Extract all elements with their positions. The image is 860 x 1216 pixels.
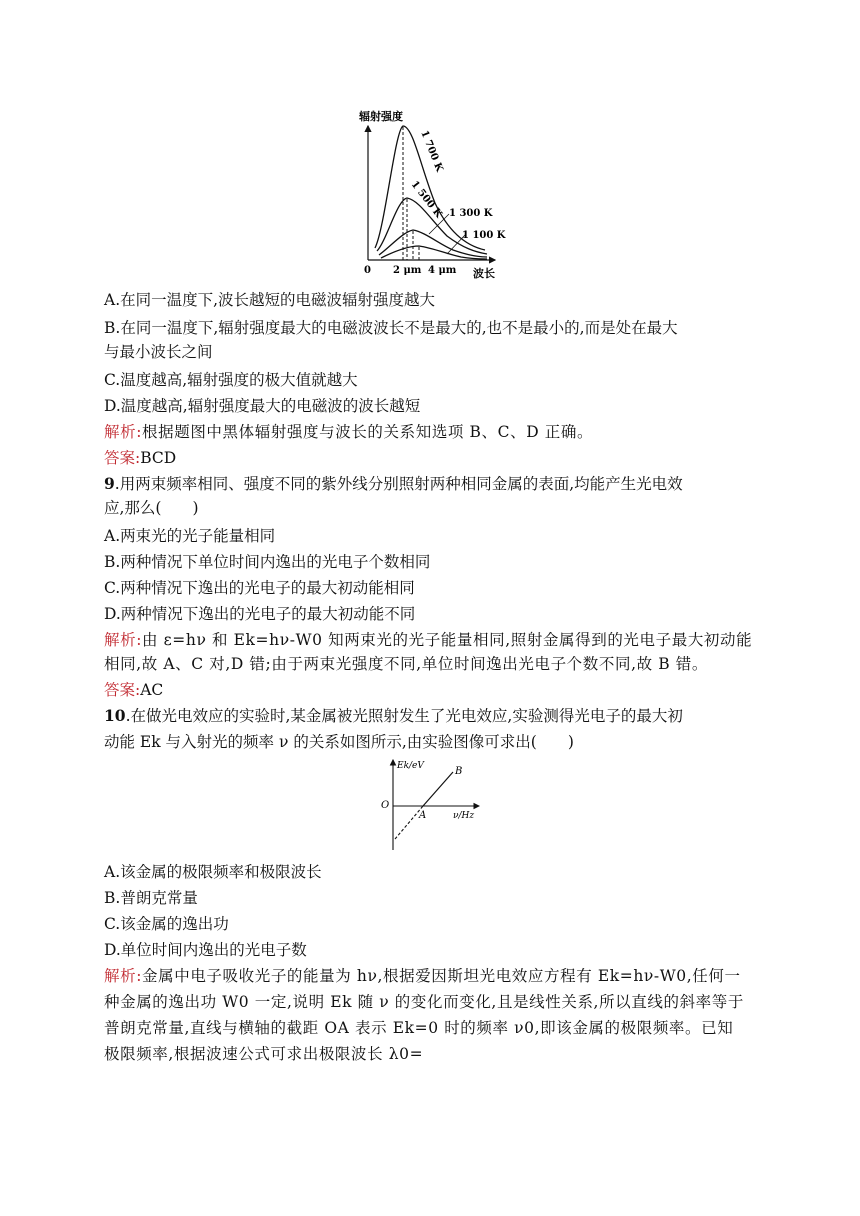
analysis-text: 根据题图中黑体辐射强度与波长的关系知选项 B、C、D 正确。 [142,423,594,441]
q10-stem-line2: 动能 Ek 与入射光的频率 ν 的关系如图所示,由实验图像可求出( ) [104,733,574,751]
point-b-label: B [455,766,463,777]
q9-answer [104,680,163,700]
q10-option-a: A.该金属的极限频率和极限波长 [104,863,322,881]
question-number: 9 [104,474,115,493]
q9-analysis-line1 [104,630,752,650]
analysis-text: 金属中电子吸收光子的能量为 hν,根据爱因斯坦光电效应方程有 Ek=hν-W0,任何一 [142,967,741,985]
curve-label-1300k: 1 300 K [449,208,493,219]
curve-1100k [381,246,487,259]
curve-label-1100k: 1 100 K [462,230,506,241]
origin-label: O [381,800,390,811]
stem-text: .在做光电效应的实验时,某金属被光照射发生了光电效应,实验测得光电子的最大初 [125,707,683,725]
q9-option-c: C.两种情况下逸出的光电子的最大初动能相同 [104,579,415,597]
ek-line-solid [423,772,453,806]
analysis-label: 解析: [104,423,143,441]
q10-stem-line1 [104,706,683,726]
q9-stem-line2: 应,那么( ) [104,499,199,517]
q10-analysis-line4: 极限频率,根据波速公式可求出极限波长 λ0= [104,1045,424,1063]
curve-label-1700k: 1 700 K [418,129,445,174]
x-axis-label: ν/Hz [453,811,475,821]
y-axis-label: 辐射强度 [359,110,403,123]
q9-analysis-line2: 相同,故 A、C 对,D 错;由于两束光强度不同,单位时间逸出光电子个数不同,故 B 错。 [104,655,708,673]
answer-label: 答案: [104,449,141,467]
q9-option-d: D.两种情况下逸出的光电子的最大初动能不同 [104,605,416,623]
blackbody-radiation-figure [355,108,515,280]
q9-option-a: A.两束光的光子能量相同 [104,527,276,545]
q8-answer [104,448,176,468]
q10-analysis-line3: 普朗克常量,直线与横轴的截距 OA 表示 Ek=0 时的频率 ν0,即该金属的极限频率。已知 [104,1019,734,1037]
q10-option-b: B.普朗克常量 [104,889,198,907]
origin-label: 0 [364,265,371,276]
y-axis-label: Ek/eV [397,761,424,771]
q8-option-c: C.温度越高,辐射强度的极大值就越大 [104,371,358,389]
q10-option-c: C.该金属的逸出功 [104,915,229,933]
q10-analysis-line2: 种金属的逸出功 W0 一定,说明 Ek 随 ν 的变化而变化,且是线性关系,所以直线的斜率等于 [104,993,744,1011]
q9-option-b: B.两种情况下单位时间内逸出的光电子个数相同 [104,553,431,571]
q10-analysis-line1 [104,966,741,986]
q9-stem-line1 [104,474,683,494]
analysis-label: 解析: [104,967,143,985]
x-tick-4um: 4 μm [428,265,457,276]
analysis-label: 解析: [104,631,143,649]
answer-text: BCD [140,449,177,467]
question-number: 10 [104,706,126,725]
point-a-label: A [419,810,427,821]
analysis-text: 由 ε=hν 和 Ek=hν-W0 知两束光的光子能量相同,照射金属得到的光电子最大初动能 [142,631,753,649]
q8-analysis [104,422,593,442]
curve-label-1500k: 1 500 K [408,179,445,221]
q8-option-d: D.温度越高,辐射强度最大的电磁波的波长越短 [104,397,421,415]
q8-option-a: A.在同一温度下,波长越短的电磁波辐射强度越大 [104,291,436,309]
stem-text: .用两束频率相同、强度不同的紫外线分别照射两种相同金属的表面,均能产生光电效 [114,475,683,493]
x-axis-label: 波长 [473,267,495,280]
answer-label: 答案: [104,681,141,699]
photoelectric-graph-figure [365,756,490,854]
x-tick-2um: 2 μm [393,265,422,276]
q10-option-d: D.单位时间内逸出的光电子数 [104,941,307,959]
q8-option-b-line1: B.在同一温度下,辐射强度最大的电磁波波长不是最大的,也不是最小的,而是处在最大 [104,319,678,337]
q8-option-b-line2: 与最小波长之间 [104,343,213,361]
answer-text: AC [140,681,164,699]
